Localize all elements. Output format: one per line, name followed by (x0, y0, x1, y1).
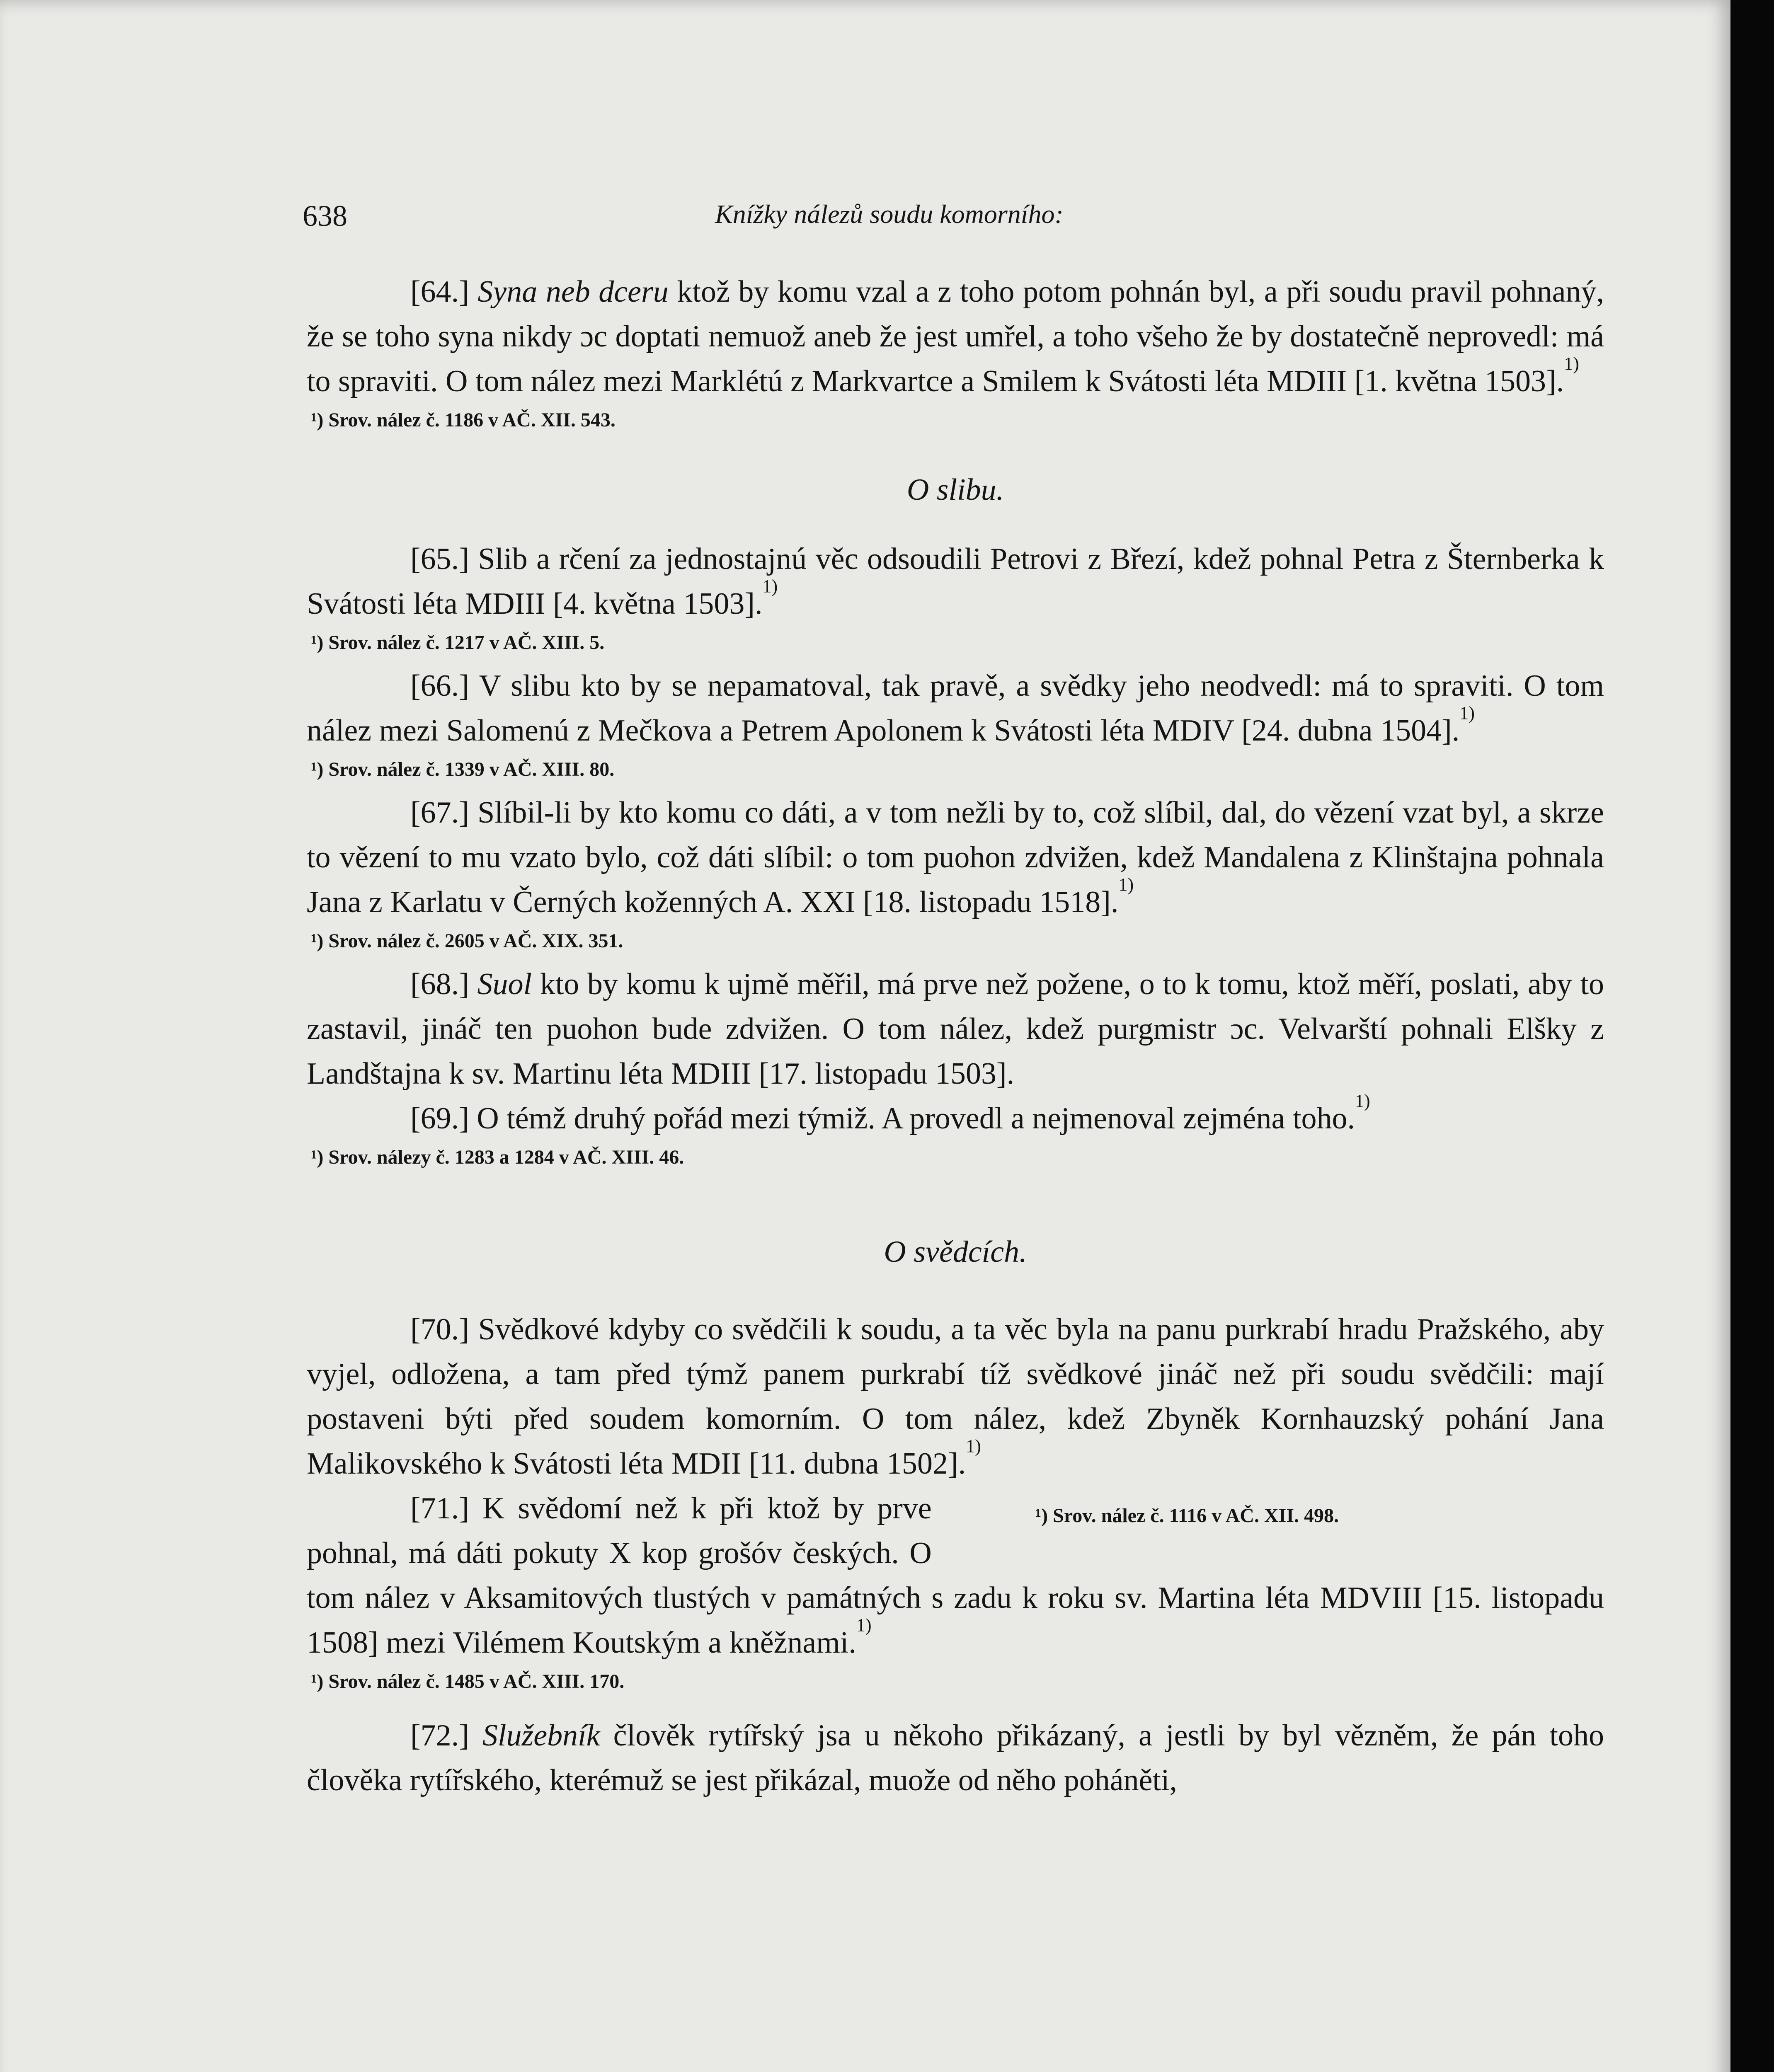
footnote-66: ¹) Srov. nález č. 1339 v AČ. XIII. 80. (311, 758, 615, 780)
page-edge-shadow (1730, 0, 1774, 2072)
entry-64: [64.] Syna neb dceru ktož by komu vzal a z toho potom pohnán byl, a při soudu pravil pohnaný, že se toho syna nikdy ɔc doptati nemuož aneb že jest umřel, a toho všeho že by dostatečně neprovedl: má to spraviti. O tom nález mezi Marklétú z Markvartce a Smilem k Svátosti léta MDIII [1. května 1503].$^{1)}$ (307, 275, 1604, 398)
running-title: Knížky nálezů soudu komorního: (715, 199, 1064, 229)
entry-69: [69.] O témž druhý pořád mezi týmiž. A provedl a nejmenoval zejména toho.$^{1)}$ (410, 1091, 1370, 1135)
entry-68: [68.] Suol kto by komu k ujmě měřil, má prve než požene, o to k tomu, ktož měří, poslati, aby to zastavil, jináč ten puohon bude zdvižen. O tom nález, kdež purgmistr ɔc. Velvarští pohnali Elšky z Landštajna k sv. Martinu léta MDIII [17. listopadu 1503]. (307, 967, 1604, 1091)
footnote-65: ¹) Srov. nález č. 1217 v AČ. XIII. 5. (311, 632, 605, 654)
page-body (307, 269, 1604, 1803)
section-heading-svedcich: O svědcích. (884, 1235, 1027, 1269)
entry-71: [71.] K svědomí než k při ktož by prve pohnal, má dáti pokuty X kop grošóv českých. O tom nález v Aksamitových tlustých v památných s zadu k roku sv. Martina léta MDVIII [15. listopadu 1508] mezi Vilémem Koutským a kněžnami.$^{1)}$ (307, 1491, 1604, 1660)
footnote-67: ¹) Srov. nález č. 2605 v AČ. XIX. 351. (311, 930, 623, 952)
footnote-70: ¹) Srov. nález č. 1116 v AČ. XII. 498. (1035, 1505, 1339, 1527)
footnote-64: ¹) Srov. nález č. 1186 v AČ. XII. 543. (311, 409, 616, 431)
footnote-71: ¹) Srov. nález č. 1485 v AČ. XIII. 170. (311, 1670, 625, 1692)
entry-65: [65.] Slib a rčení za jednostajnú věc odsoudili Petrovi z Březí, kdež pohnal Petra z Šternberka k Svátosti léta MDIII [4. května 1503].$^{1)}$ (307, 542, 1604, 621)
footnote-69: ¹) Srov. nálezy č. 1283 a 1284 v AČ. XIII. 46. (311, 1146, 684, 1168)
page-header (0, 199, 1730, 244)
entry-66: [66.] V slibu kto by se nepamatoval, tak pravě, a svědky jeho neodvedl: má to spraviti. O tom nález mezi Salomenú z Mečkova a Petrem Apolonem k Svátosti léta MDIV [24. dubna 1504].$^{1)}$ (307, 669, 1604, 748)
page-number: 638 (303, 199, 347, 232)
entry-70: [70.] Svědkové kdyby co svědčili k soudu, a ta věc byla na panu purkrabí hradu Pražského, aby vyjel, odložena, a tam před týmž panem purkrabí tíž svědkové jináč než při soudu svědčili: mají postaveni býti před soudem komorním. O tom nález, kdež Zbyněk Kornhauzský pohání Jana Malikovského k Svátosti léta MDII [11. dubna 1502].$^{1)}$ ¹) Srov. nález č. 1116 v AČ. XII. 498. (307, 1307, 1604, 1486)
section-heading-slibu: O slibu. (906, 473, 1004, 507)
entry-67: [67.] Slíbil-li by kto komu co dáti, a v tom nežli by to, což slíbil, dal, do vězení vzat byl, a skrze to vězení to mu vzato bylo, což dáti slíbil: o tom puohon zdvižen, kdež Mandalena z Klinštajna pohnala Jana z Karlatu v Černých koženných A. XXI [18. listopadu 1518].$^{1)}$ (307, 796, 1604, 919)
entry-72: [72.] Služebník člověk rytířský jsa u někoho přikázaný, a jestli by byl vězněm, že pán toho člověka rytířského, kterémuž se jest přikázal, muože od něho poháněti, (307, 1719, 1604, 1797)
